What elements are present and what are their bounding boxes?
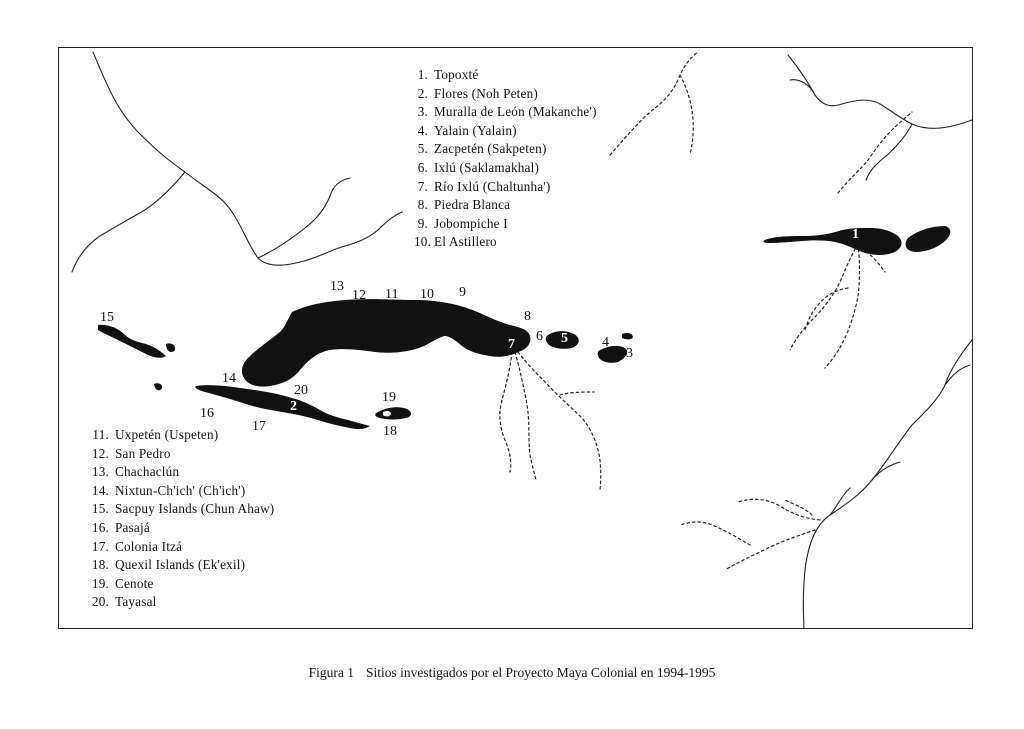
legend-item — [91, 463, 274, 482]
legend-item — [414, 140, 597, 159]
legend-item-label: El Astillero — [434, 234, 497, 250]
site-label-12: 12 — [352, 288, 366, 303]
stream-east-1 — [738, 499, 820, 520]
site-label-18: 18 — [383, 424, 397, 439]
legend-item-label: Sacpuy Islands (Chun Ahaw) — [115, 501, 275, 517]
legend-item-number: 19. — [91, 575, 109, 591]
legend-sites-11-to-20 — [91, 426, 274, 612]
legend-item — [91, 482, 274, 501]
stream-topoxte-2 — [825, 244, 860, 368]
lake-yaxha — [764, 228, 902, 255]
legend-item-number: 4. — [417, 122, 428, 138]
river-northwest — [93, 52, 402, 265]
island-quexil-white — [383, 411, 391, 416]
legend-item-number: 17. — [91, 538, 109, 554]
legend-item-number: 9. — [417, 215, 428, 231]
legend-item — [91, 519, 274, 538]
legend-item — [414, 215, 597, 234]
site-label-17: 17 — [252, 419, 266, 434]
site-label-8: 8 — [524, 309, 531, 324]
legend-item-label: Piedra Blanca — [434, 197, 511, 213]
legend-item-label: Flores (Noh Peten) — [434, 85, 538, 101]
legend-item — [414, 178, 597, 197]
stream-ixlu-3 — [518, 352, 601, 490]
river-east-branch-2 — [872, 462, 900, 480]
stream-east-2 — [725, 530, 815, 570]
legend-item-label: Ixlú (Saklamakhal) — [434, 159, 540, 175]
stream-north-center-branch — [680, 75, 693, 155]
legend-item-number: 11. — [92, 427, 109, 442]
site-label-13: 13 — [330, 279, 344, 294]
site-label-9: 9 — [459, 285, 466, 300]
lake-small-west — [154, 383, 162, 390]
legend-item — [414, 85, 597, 104]
site-label-11: 11 — [385, 287, 399, 302]
site-label-14: 14 — [222, 371, 236, 386]
site-label-3: 3 — [626, 346, 633, 361]
legend-item — [414, 66, 597, 85]
lake-sacpuy-1 — [98, 325, 166, 358]
legend-item — [91, 500, 274, 519]
legend-item-label: Chachaclún — [115, 464, 180, 480]
lake-makanche — [622, 333, 633, 339]
legend-item — [414, 122, 597, 141]
legend-item — [91, 426, 274, 445]
legend-item-number: 10. — [414, 234, 432, 250]
legend-item-label: Quexil Islands (Ek'exil) — [115, 557, 246, 573]
legend-item-label: San Pedro — [115, 445, 171, 461]
lake-sacnab — [906, 226, 951, 252]
legend-item — [91, 445, 274, 464]
legend-item-label: Zacpetén (Sakpeten) — [434, 141, 547, 157]
legend-item-number: 5. — [417, 141, 428, 157]
legend-item-number: 2. — [417, 85, 428, 101]
lake-arm-tayasal — [195, 385, 370, 429]
lake-sacpuy-2 — [166, 343, 175, 352]
site-label-1: 1 — [852, 227, 859, 242]
site-label-19: 19 — [382, 390, 396, 405]
stream-topoxte-1 — [790, 244, 858, 350]
figure-caption-text: Sitios investigados por el Proyecto Maya Colonial en 1994-1995 — [365, 665, 716, 680]
stream-ixlu-2 — [515, 352, 536, 480]
legend-item — [91, 575, 274, 594]
legend-item-label: Pasajá — [115, 519, 150, 535]
lake-peten-itza — [242, 299, 530, 386]
river-northwest-branch-2 — [258, 178, 350, 258]
river-northeast — [788, 55, 972, 128]
lake-quexil — [375, 407, 411, 419]
figure-number: Figura 1 — [308, 665, 354, 680]
legend-item-label: Topoxté — [434, 67, 479, 82]
site-label-2: 2 — [290, 399, 297, 414]
legend-item — [414, 159, 597, 178]
stream-ixlu-4 — [560, 392, 594, 395]
legend-item-number: 16. — [91, 519, 109, 535]
legend-item — [91, 556, 274, 575]
legend-item — [414, 196, 597, 215]
site-label-7: 7 — [508, 337, 515, 352]
legend-item-number: 3. — [417, 104, 428, 120]
legend-item-label: Uxpetén (Uspeten) — [115, 427, 219, 442]
site-label-4: 4 — [602, 335, 609, 350]
legend-item-number: 12. — [91, 445, 109, 461]
site-label-5: 5 — [561, 331, 568, 346]
legend-item — [91, 538, 274, 557]
legend-item-number: 13. — [91, 464, 109, 480]
stream-east-3 — [680, 522, 750, 545]
legend-item-label: Colonia Itzá — [115, 538, 183, 554]
legend-item-number: 14. — [91, 482, 109, 498]
site-label-20: 20 — [294, 383, 308, 398]
legend-item — [414, 103, 597, 122]
site-label-6: 6 — [536, 329, 543, 344]
stream-north-center — [610, 52, 698, 155]
legend-item-number: 15. — [91, 501, 109, 517]
legend-item — [414, 233, 597, 252]
legend-item — [91, 593, 274, 612]
legend-item-label: Cenote — [115, 575, 154, 591]
site-label-15: 15 — [100, 310, 114, 325]
legend-item-label: Yalain (Yalain) — [434, 122, 517, 138]
river-northwest-branch — [72, 172, 185, 272]
legend-item-number: 18. — [91, 557, 109, 573]
stream-topoxte-3 — [805, 288, 848, 330]
legend-item-label: Muralla de León (Makanche') — [434, 104, 597, 120]
stream-ixlu-1 — [500, 352, 512, 472]
legend-sites-1-to-10 — [414, 66, 597, 252]
stream-northeast — [838, 112, 912, 193]
legend-item-label: Jobompiche I — [434, 215, 508, 231]
legend-item-label: Tayasal — [115, 594, 157, 610]
stream-east-4 — [785, 500, 812, 515]
figure-caption — [0, 665, 1024, 681]
legend-item-label: Río Ixlú (Chaltunha') — [434, 178, 551, 194]
site-label-10: 10 — [420, 287, 434, 302]
legend-item-number: 1. — [417, 67, 428, 82]
legend-item-number: 7. — [417, 178, 428, 194]
legend-item-number: 8. — [417, 197, 428, 213]
river-east-branch-3 — [830, 488, 850, 515]
legend-item-label: Nixtun-Ch'ich' (Ch'ich') — [115, 482, 246, 498]
legend-item-number: 6. — [417, 159, 428, 175]
site-label-16: 16 — [200, 406, 214, 421]
legend-item-number: 20. — [91, 594, 109, 610]
